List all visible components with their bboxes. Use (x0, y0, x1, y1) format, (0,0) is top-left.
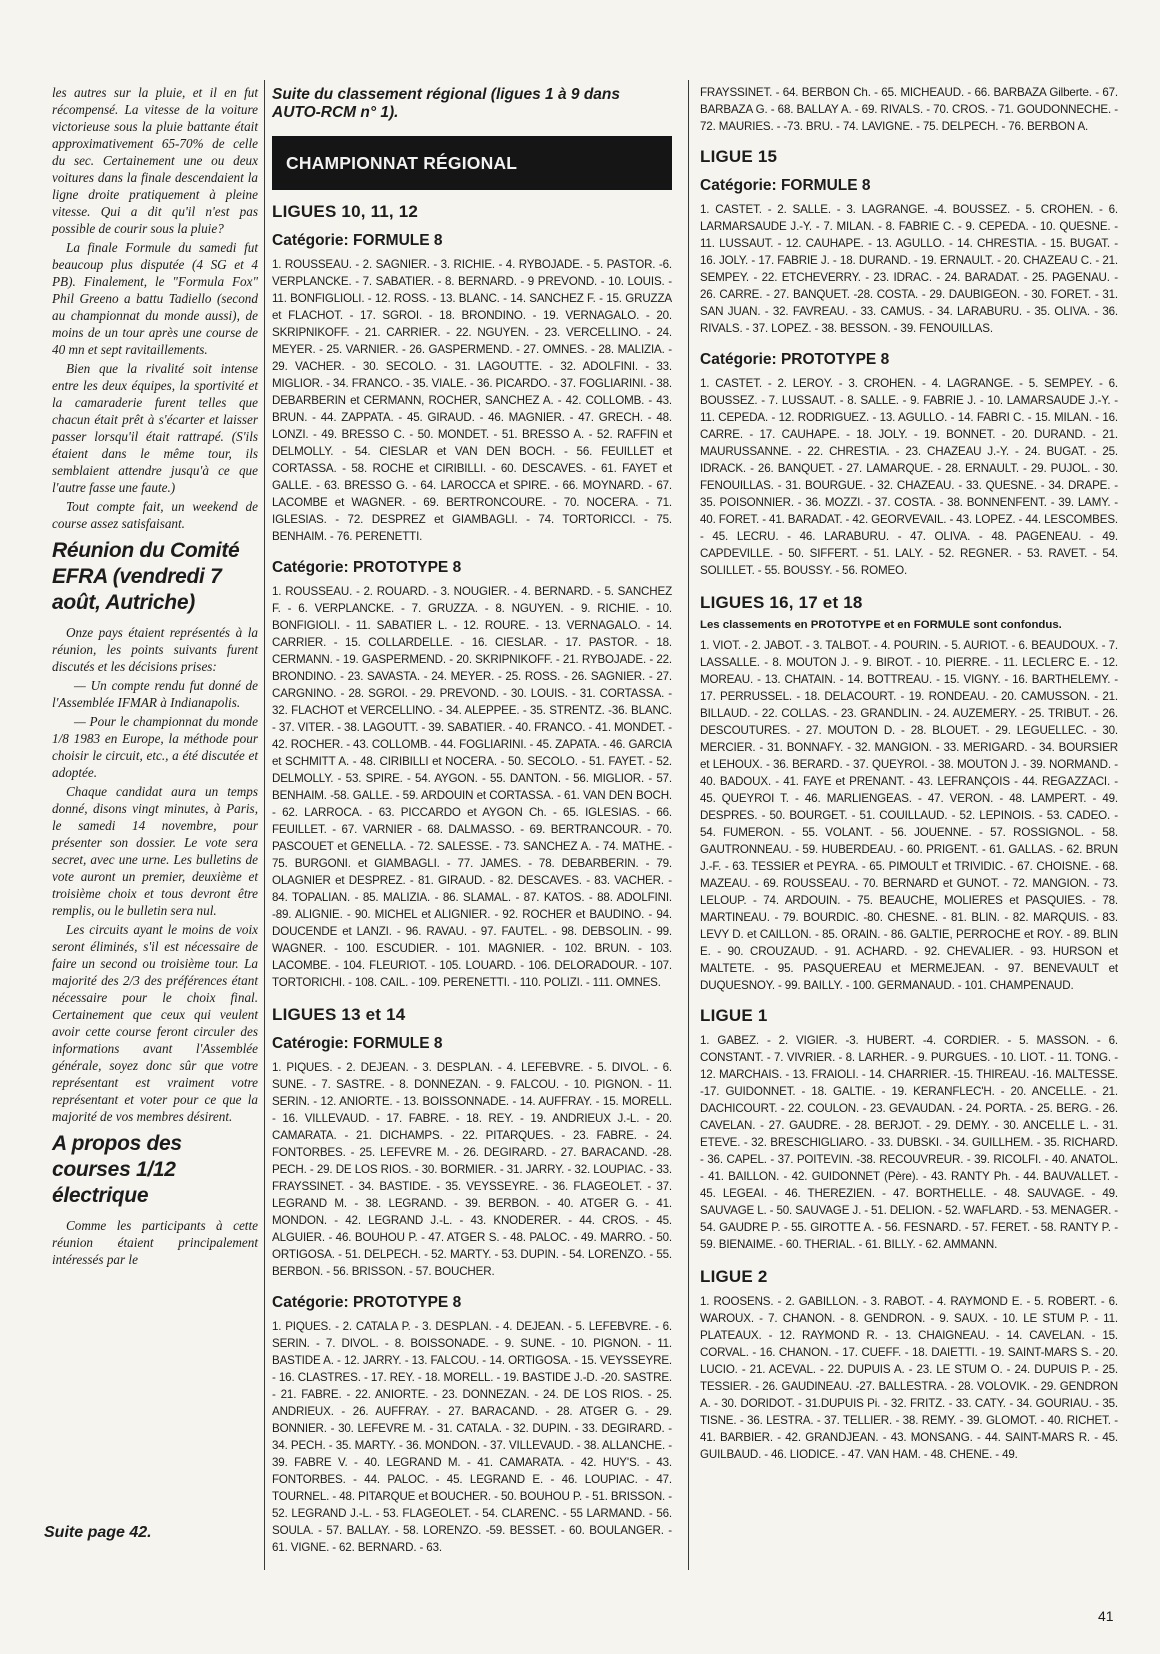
ranking-list: 1. PIQUES. - 2. CATALA P. - 3. DESPLAN. - 4. DEJEAN. - 5. LEFEBVRE. - 6. SERIN. - 7. DIVOL. - 8. BOISSONADE. - 9. SUNE. - 10. PIGNON. - 11. BASTIDE A. - 12. JARRY. - 13. FALCOU. - 14. ORTIGOSA. - 15. VEYSSEYRE. - 16. CLASTRES. - 17. REY. - 18. MORELL. - 19. BASTIDE J.-D. -20. SASTRE. - 21. FABRE. - 22. ANIORTE. - 23. DONNEZAN. - 24. DE LOS RIOS. - 25. ANDRIEUX. - 26. AUFFRAY. - 27. BARACAND. - 28. ATGER G. - 29. BONNIER. - 30. LEFEVRE M. - 31. CATALA. - 32. DUPIN. - 33. DEGIRARD. - 34. PECH. - 35. MARTY. - 36. MONDON. - 37. VILLEVAUD. - 38. ALLANCHE. - 39. FABRE V. - 40. LEGRAND M. - 41. CAMARATA. - 42. HUY'S. - 43. FONTORBES. - 44. PALOC. - 45. LEGRAND E. - 46. LOUPIAC. - 47. TOURNEL. - 48. PITARQUE et BOUCHER. - 50. BOUHOU P. - 51. BRISSON. - 52. LEGRAND J.-L. - 53. FLAGEOLET. - 54. CLARENC. - 55 LARMAND. - 56. SOULA. - 57. BALLAY. - 58. LORENZO. -59. BESSET. - 60. BOULANGER. - 61. VIGNE. - 62. BERNARD. - 63. (272, 1320, 672, 1554)
ranking-list: 1. CASTET. - 2. LEROY. - 3. CROHEN. - 4. LAGRANGE. - 5. SEMPEY. - 6. BOUSSEZ. - 7. LUSSAUT. - 8. SALLE. - 9. FABRIE J. - 10. LAMARSAUDE J.-Y. - 11. CEPEDA. - 12. RODRIGUEZ. - 13. AGULLO. - 14. FABRI C. - 15. MILAN. - 16. CARRE. - 17. CAUHAPE. - 18. JOLY. - 19. BONNET. - 20. DURAND. - 21. MAURUSSANNE. - 22. CHRESTIA. - 23. CHAZEAU J.-Y. - 24. BUGAT. - 25. IDRACK. - 26. BANQUET. - 27. LAMARQUE. - 28. ERNAULT. - 29. PUJOL. - 30. FENOUILLAS. - 31. BOURGUE. - 32. CHAZEAU. - 33. QUESNE. - 34. DRAPE. - 35. POISONNIER. - 36. MOZZI. - 37. COSTA. - 38. BONNENFENT. - 39. LAMY. - 40. FORET. - 41. BARADAT. - 42. GEORVEVAIL. - 43. LOPEZ. - 44. LESCOMBES. - 45. LECRU. - 46. LARABURU. - 47. OLIVA. - 48. PAGENEAU. - 49. CAPDEVILLE. - 50. SIFFERT. - 51. LALY. - 52. REGNER. - 53. RAVET. - 54. SOLILLET. - 55. BOUSSY. - 56. ROMEO. (700, 377, 1118, 577)
paragraph: La finale Formule du samedi fut beaucoup plus disputée (4 SG et 4 PB). Finalement, le "Formula Fox" Phil Greeno a battu Tadiello (second au championnat du monde aussi), de moins de un tour après une course de 40 mn et sept ravitaillements. (52, 240, 258, 357)
paragraph: Les circuits ayant le moins de voix seront éliminés, s'il est nécessaire de faire un second ou troisième tour. La majorité des 2/3 des préférences étant nécessaire pour le choix final. Certainement que ceux qui veulent avoir cette course feront circuler des informations avant l'Assemblée générale, soyez donc sûr que votre représentant est vraiment votre représentant et voter pour ce que la majorité de vos membres désirent. (52, 922, 258, 1124)
category-heading: Catégorie: FORMULE 8 (700, 177, 871, 194)
category-heading: Catérogie: FORMULE 8 (272, 1035, 443, 1052)
league-heading: LIGUES 13 et 14 (272, 1005, 406, 1024)
results-column-right (700, 84, 1118, 1469)
paragraph: Tout compte fait, un weekend de course assez satisfaisant. (52, 499, 258, 531)
paragraph: Chaque candidat aura un temps donné, disons vingt minutes, à Paris, le samedi 14 novembre, pour présenter son dossier. Le vote sera secret, avec une urne. Les bulletins de vote auront un premier, deuxième et troisième choix et tous devront être remplis, ou le bulletin sera nul. (52, 784, 258, 918)
paragraph: — Pour le championnat du monde 1/8 1983 en Europe, la méthode pour choisir le circuit, etc., a été discutée et adoptée. (52, 714, 258, 780)
category-heading: Catégorie: PROTOTYPE 8 (700, 351, 890, 368)
league-heading: LIGUE 1 (700, 1006, 768, 1025)
paragraph: Comme les participants à cette réunion étaient principalement intéressés par le (52, 1218, 258, 1267)
league-heading: LIGUE 15 (700, 147, 778, 166)
section-banner: CHAMPIONNAT RÉGIONAL (272, 136, 672, 190)
league-heading: LIGUE 2 (700, 1267, 768, 1286)
category-heading: Catégorie: FORMULE 8 (272, 232, 443, 249)
ranking-list: 1. ROUSSEAU. - 2. SAGNIER. - 3. RICHIE. - 4. RYBOJADE. - 5. PASTOR. -6. VERPLANCKE. - 7. SABATIER. - 8. BERNARD. - 9 PREVOND. - 10. LOUIS. - 11. BONFIGLIOLI. - 12. ROSS. - 13. BLANC. - 14. SANCHEZ F. - 15. GRUZZA et FLACHOT. - 17. SGROI. - 18. BRONDINO. - 19. VERNAGALO. - 20. SKRIPNIKOFF. - 21. CARRIER. - 22. NGUYEN. - 23. VERCELLINO. - 24. MEYER. - 25. VARNIER. - 26. GASPERMEND. - 27. OMNES. - 28. MALIZIA. - 29. VACHER. - 30. SECOLO. - 31. LAGOUTTE. - 32. ADOLFINI. - 33. MIGLIOR. - 34. FRANCO. - 35. VIALE. - 36. PICARDO. - 37. FOGLIARINI. - 38. DEBARBERIN et CERMANN, ROCHER, SANCHEZ A. - 42. COLLOMB. - 43. BRUN. - 44. ZAPPATA. - 45. GIRAUD. - 46. MAGNIER. - 47. GRECH. - 48. LONZI. - 49. BRESSO C. - 50. MONDET. - 51. BRESSO A. - 52. RAFFIN et DELMOLLY. - 54. CIESLAR et VAN DEN BOCH. - 56. FEUILLET et CORTASSA. - 58. ROCHE et CIRIBILLI. - 60. DESCAVES. - 61. FAYET et GALLE. - 63. BRESSO G. - 64. LAROCCA et SPIRE. - 66. MOYNARD. - 67. LACOMBE et WAGNER. - 69. BERTRONCOURE. - 70. NOCERA. - 71. IGLESIAS. - 72. DESPREZ et GIAMBAGLI. - 74. TORTORICCI. - 75. BENHAIM. - 76. PERENETTI. (272, 258, 672, 543)
paragraph: Onze pays étaient représentés à la réunion, les points suivants furent discutés et les décisions prises: (52, 625, 258, 674)
ranking-list: 1. VIOT. - 2. JABOT. - 3. TALBOT. - 4. POURIN. - 5. AURIOT. - 6. BEAUDOUX. - 7. LASSALLE. - 8. MOUTON J. - 9. BIROT. - 10. PIERRE. - 11. LECLERC E. - 12. MOREAU. - 13. CHATAIN. - 14. BOTTREAU. - 15. VIGNY. - 16. BARTHELEMY. - 17. PERRUSSEL. - 18. DELACOURT. - 19. RONDEAU. - 20. CAMUSSON. - 21. BILLAUD. - 22. COLLAS. - 23. GRANDLIN. - 24. AUZEMERY. - 25. TRIBUT. - 26. DESCOUTURES. - 27. MOUTON D. - 28. BLOUET. - 29. LEGUELLEC. - 30. MERCIER. - 31. BONNAFY. - 32. MANGION. - 33. MERIGARD. - 34. BOURSIER et LEHOUX. - 36. BERARD. - 37. QUEYROI. - 38. MOUTON J. - 39. NORMAND. - 40. BADOUX. - 41. FAYE et PRENANT. - 43. LEFRANÇOIS - 44. REGAZZACI. - 45. QUEYROI T. - 46. MARLIENGEAS. - 47. VERON. - 48. LAMPERT. - 49. DESPRES. - 50. BOURGET. - 51. COUILLAUD. - 52. LEPINOIS. - 53. CADEO. - 54. FUMERON. - 55. VOLANT. - 56. JOUENNE. - 57. ROSSIGNOL. - 58. GAUTRONNEAU. - 59. HUBERDEAU. - 60. PRIGENT. - 61. GALLAS. - 62. BRUN J.-F. - 63. TESSIER et PEYRA. - 65. PIMOULT et TRIVIDIC. - 67. CHOISNE. - 68. MAZEAU. - 69. ROUSSEAU. - 70. BERNARD et GUNOT. - 72. MANGION. - 73. LELOUP. - 74. ARDOUIN. - 75. BEAUCHE, MOLIERES et PASQUIES. - 78. MARTINEAU. - 79. BOURDIC. -80. CHESNE. - 81. BLIN. - 82. MARQUIS. - 83. LEVY D. et CAILLON. - 85. ORAIN. - 86. GALTIE, PERROCHE et ROY. - 89. BLIN E. - 90. CROUZAUD. - 91. ACHARD. - 92. CHEVALIER. - 93. HURSON et MALTETE. - 95. PASQUEREAU et MERMEJEAN. - 97. BENEVAULT et DUQUESNOY. - 99. BAILLY. - 100. GERMANAUD. - 101. CHAMPENAUD. (700, 639, 1118, 992)
category-heading: Catégorie: PROTOTYPE 8 (272, 559, 462, 576)
ranking-list: 1. PIQUES. - 2. DEJEAN. - 3. DESPLAN. - 4. LEFEBVRE. - 5. DIVOL. - 6. SUNE. - 7. SASTRE. - 8. DONNEZAN. - 9. FALCOU. - 10. PIGNON. - 11. SERIN. - 12. ANIORTE. - 13. BOISSONNADE. - 14. AUFFRAY. - 15. MORELL. - 16. VILLEVAUD. - 17. FABRE. - 18. REY. - 19. ANDRIEUX J.-L. - 20. CAMARATA. - 21. DICHAMPS. - 22. PITARQUES. - 23. FABRE. - 24. FONTORBES. - 25. LEFEVRE M. - 26. DEGIRARD. - 27. BARACAND. -28. PECH. - 29. DE LOS RIOS. - 30. BORMIER. - 31. JARRY. - 32. LOUPIAC. - 33. FRAYSSINET. - 34. BASTIDE. - 35. VEYSSEYRE. - 36. FLAGEOLET. - 37. LEGRAND M. - 38. LEGRAND. - 39. BERBON. - 40. ATGER G. - 41. MONDON. - 42. LEGRAND J.-L. - 43. KNODERER. - 44. CROS. - 45. ALGUIER. - 46. BOUHOU P. - 47. ATGER S. - 48. PALOC. - 49. MARRO. - 50. ORTIGOSA. - 51. DELPECH. - 52. MARTY. - 53. DUPIN. - 54. LORENZO. - 55. BERBON. - 56. BRISSON. - 57. BOUCHER. (272, 1061, 672, 1278)
league-heading: LIGUES 16, 17 et 18 (700, 593, 863, 612)
ranking-list: 1. ROUSSEAU. - 2. ROUARD. - 3. NOUGIER. - 4. BERNARD. - 5. SANCHEZ F. - 6. VERPLANCKE. - 7. GRUZZA. - 8. NGUYEN. - 9. RICHIE. - 10. BONFIGIOLI. - 11. SABATIER L. - 12. ROURE. - 13. VERNAGALO. - 14. CARRIER. - 15. COLLARDELLE. - 16. CIESLAR. - 17. PASTOR. - 18. CERMANN. - 19. GASPERMEND. - 20. SKRIPNIKOFF. - 21. RYBOJADE. - 22. BRONDINO. - 23. SAVASTA. - 24. MEYER. - 25. ROSS. - 26. SAGNIER. - 27. CARGNINO. - 28. SGROI. - 29. PREVOND. - 30. LOUIS. - 31. CORTASSA. - 32. FLACHOT et VERCELLINO. - 34. ALEPPEE. - 35. STRENTZ. -36. BLANC. - 37. VITER. - 38. LAGOUTT. - 39. SABATIER. - 40. FRANCO. - 41. MONDET. - 42. ROCHER. - 43. COLLOMB. - 44. FOGLIARINI. - 45. ZAPATA. - 46. GARCIA et SCHMITT A. - 48. CIRIBILLI et NOCERA. - 50. SECOLO. - 51. FAYET. - 52. DELMOLLY. - 53. SPIRE. - 54. AYGON. - 55. DANTON. - 56. MIGLIOR. - 57. BENHAIM. -58. GALLE. - 59. ARDOUIN et CORTASSA. - 61. VAN DEN BOCH. - 62. LARROCA. - 63. PICCARDO et AYGON Ch. - 65. IGLESIAS. - 66. FEUILLET. - 67. VARNIER - 68. DALMASSO. - 69. BERTRANCOUR. - 70. PASCOUET et GENELLA. - 72. SALESSE. - 73. SANCHEZ A. - 74. MATHE. - 75. BURGONI. et GIAMBAGLI. - 77. JAMES. - 78. DEBARBERIN. - 79. OLAGNIER et DESPREZ. - 81. GIRAUD. - 82. DESCAVES. - 83. VACHER. - 84. TOPALIAN. - 85. MALIZIA. - 86. SLAMAL. - 87. KATOS. - 88. ADOLFINI. -89. ALIGNIE. - 90. MICHEL et ALIGNIER. - 92. ROCHER et BAUDINO. - 94. DOUCENDE et LANZI. - 96. RAVAU. - 97. FAUTEL. - 98. DEBSOLIN. - 99. WAGNER. - 100. ESCUDIER. - 101. MAGNIER. - 102. BRUN. - 103. LACOMBE. - 104. FLEURIOT. - 105. LOUARD. - 106. DELORADOUR. - 107. TORTORICHI. - 108. CAIL. - 109. PERENETTI. - 110. POLIZI. - 111. OMNES. (272, 585, 672, 989)
column-rule-left (264, 80, 265, 1570)
ranking-list: 1. GABEZ. - 2. VIGIER. -3. HUBERT. -4. CORDIER. - 5. MASSON. - 6. CONSTANT. - 7. VIVRIER. - 8. LARHER. - 9. PURGUES. - 10. LIOT. - 11. TONG. - 12. MARCHAIS. - 13. FRAIOLI. - 14. CHARRIER. -15. THIREAU. -16. MALTESSE. -17. GUIDONNET. - 18. GALTIE. - 19. KERANFLEC'H. - 20. ANCELLE. - 21. DACHICOURT. - 22. COULON. - 23. GEVAUDAN. - 24. PORTA. - 25. BERG. - 26. CAVELAN. - 27. GAUDRE. - 28. BERJOT. - 29. DEMY. - 30. ANCELLE L. - 31. ETEVE. - 32. BRESCHIGLIARO. - 33. DUBSKI. - 34. GUILLHEM. - 35. RICHARD. - 36. CAPEL. - 37. POITEVIN. -38. RECOUVREUR. - 39. RICOLFI. - 40. ANATOL. - 41. BAILLON. - 42. GUIDONNET (Père). - 43. RANTY Ph. - 44. BAUVALLET. - 45. LEGEAI. - 46. THEREZIEN. - 47. BORTHELLE. - 48. SAUVAGE. - 49. SAUVAGE L. - 50. SAUVAGE J. - 51. DELION. - 52. WAFLARD. - 53. MENAGER. - 54. GAUDRE P. - 55. GIROTTE A. - 56. FESNARD. - 57. FERET. - 58. RANTY P. - 59. BIENAIME. - 60. THERIAL. - 61. BILLY. - 62. AMMANN. (700, 1034, 1118, 1251)
paragraph: les autres sur la pluie, et il en fut récompensé. La vitesse de la voiture victorieuse sous la pluie battante était approximativement 65-70% de celle du sec. Certainement une ou deux voitures dans la finale descendaient la ligne droite pratiquement à pleine vitesse. Qui a dit qu'il n'est pas possible de courir sous la pluie? (52, 85, 258, 236)
column-rule-right (688, 80, 689, 1570)
continued-note: Suite page 42. (44, 1524, 152, 1541)
paragraph: — Un compte rendu fut donné de l'Assemblée IFMAR à Indianapolis. (52, 678, 258, 710)
ranking-list: 1. CASTET. - 2. SALLE. - 3. LAGRANGE. -4. BOUSSEZ. - 5. CROHEN. - 6. LARMARSAUDE J.-Y. - 7. MILAN. - 8. FABRIE C. - 9. CEPEDA. - 10. QUESNE. - 11. LUSSAUT. - 12. CAUHAPE. - 13. AGULLO. - 14. CHRESTIA. - 15. BUGAT. - 16. JOLY. - 17. FABRIE J. - 18. DURAND. - 19. ERNAULT. - 20. CHAZEAU C. - 21. SEMPEY. - 22. ETCHEVERRY. - 23. IDRAC. - 24. BARADAT. - 25. PAGENAU. - 26. CARRE. - 27. BANQUET. -28. COSTA. - 29. DAUBIGEON. - 30. FORET. - 31. SAN JUAN. - 32. FAVREAU. - 33. CAMUS. - 34. LARABURU. - 35. OLIVA. - 36. RIVALS. - 37. LOPEZ. - 38. BESSON. - 39. FENOUILLAS. (700, 203, 1118, 335)
page-number: 41 (1098, 1608, 1114, 1624)
results-column-middle (272, 86, 672, 1562)
category-heading: Catégorie: PROTOTYPE 8 (272, 1294, 462, 1311)
paragraph: Bien que la rivalité soit intense entre les deux équipes, la sportivité et la camaraderie furent telles que chacun était prêt à s'écarter et laisser passer lorsqu'il était rattrapé. (S'ils étaient dans le même tour, ils semblaient attendre jusqu'à ce que l'autre fasse une faute.) (52, 361, 258, 495)
league-heading: LIGUES 10, 11, 12 (272, 202, 419, 221)
heading-efra-meeting: Réunion du Comité EFRA (vendredi 7 août, Autriche) (52, 539, 240, 614)
ranking-list: 1. ROOSENS. - 2. GABILLON. - 3. RABOT. - 4. RAYMOND E. - 5. ROBERT. - 6. WAROUX. - 7. CHANON. - 8. GENDRON. - 9. SAUX. - 10. LE STUM P. - 11. PLATEAUX. - 12. RAYMOND R. - 13. CHAIGNEAU. - 14. CAVELAN. - 15. CORVAL. - 16. CHANON. - 17. CUEFF. - 18. DAIETTI. - 19. SAINT-MARS S. - 20. LUCIO. - 21. ACEVAL. - 22. DUPUIS A. - 23. LE STUM O. - 24. DUPUIS P. - 25. TESSIER. - 26. GAUDINEAU. -27. BALLESTRA. - 28. VOLOVIK. - 29. GENDRON A. - 30. DORIDOT. - 31.DUPUIS Pi. - 32. FRITZ. - 33. CATY. - 34. GOURIAU. - 35. TISNE. - 36. LESTRA. - 37. TELLIER. - 38. REMY. - 39. GLOMOT. - 40. RICHET. - 41. BARBIER. - 42. GRANDJEAN. - 43. MONSANG. - 44. SAINT-MARS R. - 45. GUILBAUD. - 46. LIODICE. - 47. VAN HAM. - 48. CHENE. - 49. (700, 1295, 1118, 1461)
ranking-list: FRAYSSINET. - 64. BERBON Ch. - 65. MICHEAUD. - 66. BARBAZA Gilberte. - 67. BARBAZA G. - 68. BALLAY A. - 69. RIVALS. - 70. CROS. - 71. GOUDONNECHE. - 72. MAURIES. - -73. BRU. - 74. LAVIGNE. - 75. DELPECH. - 76. BERBON A. (700, 86, 1118, 133)
intro-note: Suite du classement régional (ligues 1 à 9 dans AUTO-RCM n° 1). (272, 86, 621, 121)
heading-electric-races: A propos des courses 1/12 électrique (52, 1132, 182, 1207)
category-note: Les classements en PROTOTYPE et en FORMULE sont confondus. (700, 619, 1062, 631)
narrative-column (52, 84, 258, 1270)
